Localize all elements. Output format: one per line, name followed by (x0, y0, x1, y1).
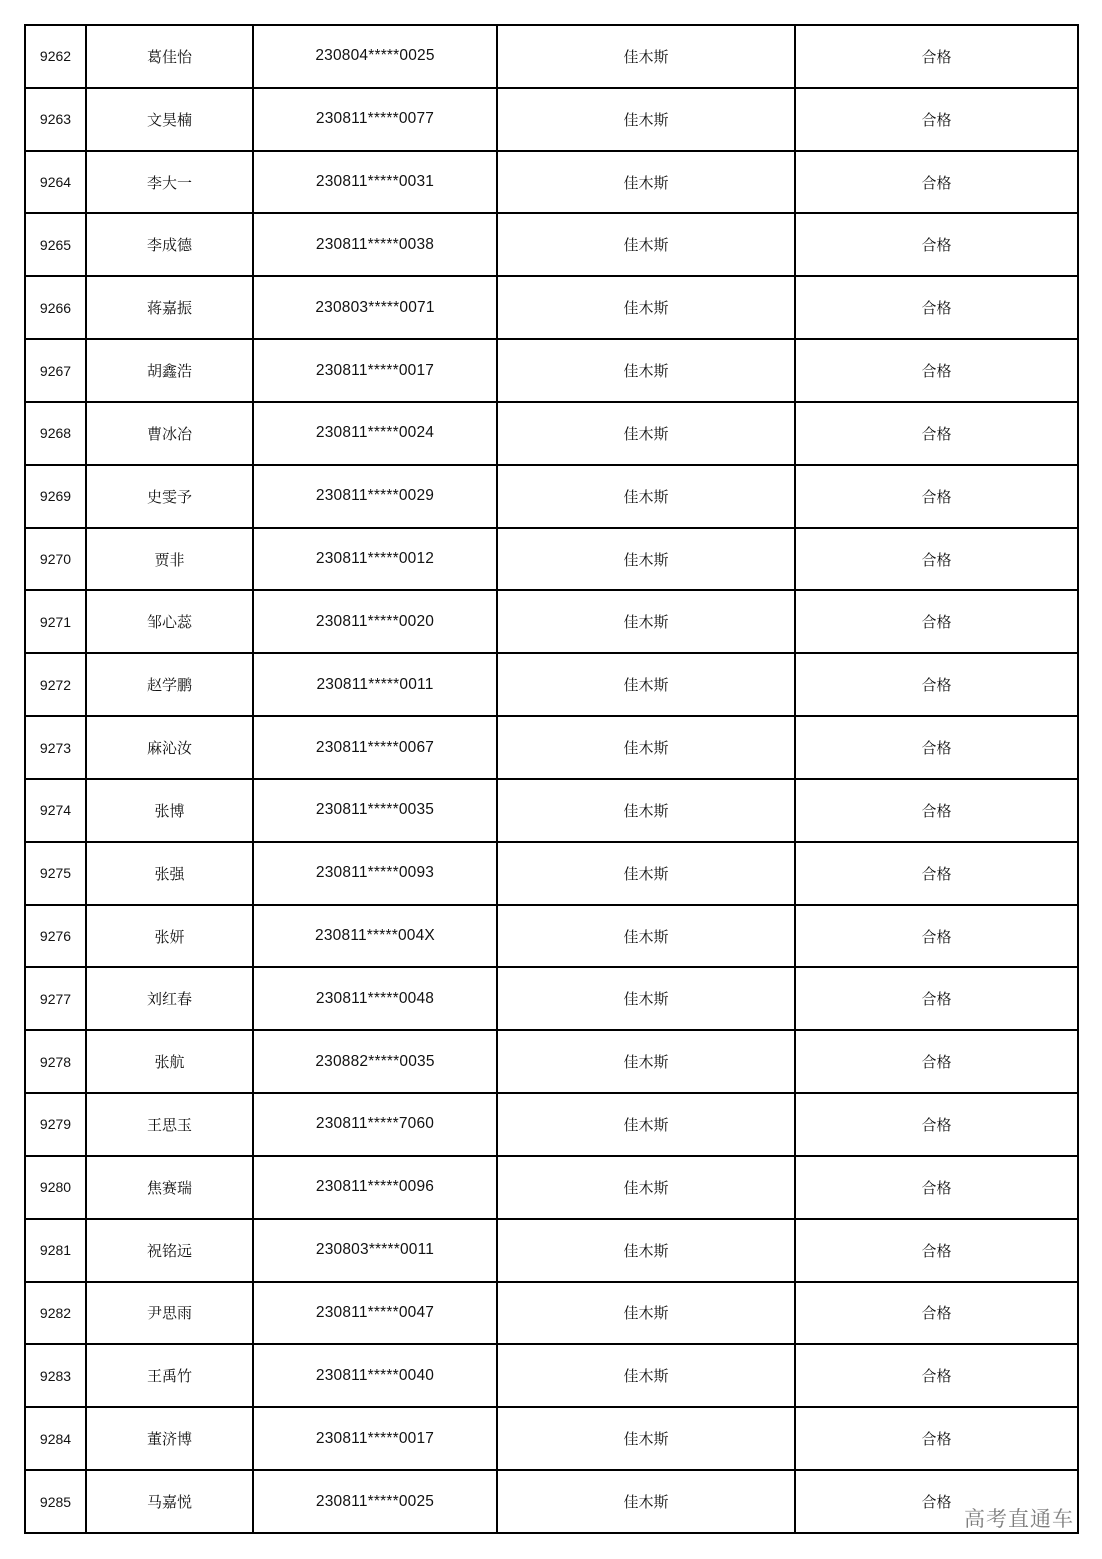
region-cell: 佳木斯 (497, 1344, 795, 1407)
region-cell: 佳木斯 (497, 653, 795, 716)
row-number-cell: 9283 (25, 1344, 86, 1407)
id-number-cell: 230811*****004X (253, 905, 497, 968)
id-number-cell: 230804*****0025 (253, 25, 497, 88)
id-number-cell: 230811*****0011 (253, 653, 497, 716)
region-cell: 佳木斯 (497, 402, 795, 465)
table-row (25, 905, 1078, 968)
id-number-cell: 230811*****0017 (253, 339, 497, 402)
region-cell: 佳木斯 (497, 213, 795, 276)
id-number-cell: 230811*****0029 (253, 465, 497, 528)
result-cell: 合格 (795, 1030, 1078, 1093)
id-number-cell: 230811*****0017 (253, 1407, 497, 1470)
candidate-name-cell: 李大一 (86, 151, 253, 214)
table-row (25, 1470, 1078, 1533)
candidate-name-cell: 葛佳怡 (86, 25, 253, 88)
id-number-cell: 230811*****0096 (253, 1156, 497, 1219)
table-row (25, 25, 1078, 88)
table-row (25, 465, 1078, 528)
row-number-cell: 9275 (25, 842, 86, 905)
table-row (25, 213, 1078, 276)
table-row (25, 590, 1078, 653)
result-cell: 合格 (795, 465, 1078, 528)
result-cell: 合格 (795, 905, 1078, 968)
candidate-name-cell: 李成德 (86, 213, 253, 276)
candidate-name-cell: 张航 (86, 1030, 253, 1093)
result-cell: 合格 (795, 590, 1078, 653)
candidate-name-cell: 王思玉 (86, 1093, 253, 1156)
candidate-name-cell: 贾非 (86, 528, 253, 591)
id-number-cell: 230811*****0031 (253, 151, 497, 214)
candidate-name-cell: 张博 (86, 779, 253, 842)
region-cell: 佳木斯 (497, 1470, 795, 1533)
region-cell: 佳木斯 (497, 528, 795, 591)
row-number-cell: 9268 (25, 402, 86, 465)
id-number-cell: 230811*****0024 (253, 402, 497, 465)
table-row (25, 1407, 1078, 1470)
id-number-cell: 230882*****0035 (253, 1030, 497, 1093)
results-table-body (25, 25, 1078, 1533)
row-number-cell: 9265 (25, 213, 86, 276)
row-number-cell: 9267 (25, 339, 86, 402)
result-cell: 合格 (795, 1156, 1078, 1219)
region-cell: 佳木斯 (497, 779, 795, 842)
id-number-cell: 230811*****0047 (253, 1282, 497, 1345)
row-number-cell: 9276 (25, 905, 86, 968)
row-number-cell: 9277 (25, 967, 86, 1030)
id-number-cell: 230811*****0067 (253, 716, 497, 779)
watermark-text: 高考直通车 (964, 1507, 1074, 1531)
candidate-name-cell: 赵学鹏 (86, 653, 253, 716)
table-row (25, 842, 1078, 905)
region-cell: 佳木斯 (497, 151, 795, 214)
id-number-cell: 230811*****0077 (253, 88, 497, 151)
row-number-cell: 9278 (25, 1030, 86, 1093)
table-row (25, 339, 1078, 402)
region-cell: 佳木斯 (497, 1407, 795, 1470)
row-number-cell: 9280 (25, 1156, 86, 1219)
row-number-cell: 9270 (25, 528, 86, 591)
row-number-cell: 9264 (25, 151, 86, 214)
candidate-name-cell: 董济博 (86, 1407, 253, 1470)
result-cell: 合格 (795, 402, 1078, 465)
table-row (25, 779, 1078, 842)
id-number-cell: 230811*****0040 (253, 1344, 497, 1407)
region-cell: 佳木斯 (497, 1030, 795, 1093)
result-cell: 合格 (795, 967, 1078, 1030)
candidate-name-cell: 曹冰冶 (86, 402, 253, 465)
candidate-name-cell: 胡鑫浩 (86, 339, 253, 402)
id-number-cell: 230811*****0048 (253, 967, 497, 1030)
table-row (25, 276, 1078, 339)
region-cell: 佳木斯 (497, 339, 795, 402)
row-number-cell: 9282 (25, 1282, 86, 1345)
table-row (25, 716, 1078, 779)
id-number-cell: 230811*****0020 (253, 590, 497, 653)
result-cell: 合格 (795, 1407, 1078, 1470)
id-number-cell: 230811*****0093 (253, 842, 497, 905)
table-row (25, 402, 1078, 465)
row-number-cell: 9269 (25, 465, 86, 528)
id-number-cell: 230811*****0038 (253, 213, 497, 276)
region-cell: 佳木斯 (497, 1219, 795, 1282)
table-row (25, 1156, 1078, 1219)
results-table (24, 24, 1079, 1534)
candidate-name-cell: 王禹竹 (86, 1344, 253, 1407)
result-cell: 合格 (795, 25, 1078, 88)
result-cell: 合格 (795, 1219, 1078, 1282)
table-row (25, 653, 1078, 716)
region-cell: 佳木斯 (497, 88, 795, 151)
candidate-name-cell: 蒋嘉振 (86, 276, 253, 339)
region-cell: 佳木斯 (497, 967, 795, 1030)
result-cell: 合格 (795, 1470, 1078, 1533)
table-row (25, 967, 1078, 1030)
result-cell: 合格 (795, 88, 1078, 151)
region-cell: 佳木斯 (497, 276, 795, 339)
row-number-cell: 9263 (25, 88, 86, 151)
table-row (25, 88, 1078, 151)
candidate-name-cell: 邹心蕊 (86, 590, 253, 653)
row-number-cell: 9272 (25, 653, 86, 716)
id-number-cell: 230803*****0071 (253, 276, 497, 339)
table-row (25, 1093, 1078, 1156)
row-number-cell: 9281 (25, 1219, 86, 1282)
candidate-name-cell: 焦赛瑞 (86, 1156, 253, 1219)
region-cell: 佳木斯 (497, 716, 795, 779)
row-number-cell: 9285 (25, 1470, 86, 1533)
result-cell: 合格 (795, 151, 1078, 214)
region-cell: 佳木斯 (497, 465, 795, 528)
candidate-name-cell: 尹思雨 (86, 1282, 253, 1345)
candidate-name-cell: 祝铭远 (86, 1219, 253, 1282)
candidate-name-cell: 麻沁汝 (86, 716, 253, 779)
row-number-cell: 9279 (25, 1093, 86, 1156)
candidate-name-cell: 文昊楠 (86, 88, 253, 151)
table-row (25, 1282, 1078, 1345)
table-row (25, 528, 1078, 591)
result-cell: 合格 (795, 1282, 1078, 1345)
candidate-name-cell: 马嘉悦 (86, 1470, 253, 1533)
region-cell: 佳木斯 (497, 1156, 795, 1219)
candidate-name-cell: 刘红春 (86, 967, 253, 1030)
id-number-cell: 230811*****0035 (253, 779, 497, 842)
result-cell: 合格 (795, 1344, 1078, 1407)
result-cell: 合格 (795, 842, 1078, 905)
result-cell: 合格 (795, 276, 1078, 339)
result-cell: 合格 (795, 716, 1078, 779)
result-cell: 合格 (795, 1093, 1078, 1156)
result-cell: 合格 (795, 528, 1078, 591)
row-number-cell: 9271 (25, 590, 86, 653)
candidate-name-cell: 张强 (86, 842, 253, 905)
result-cell: 合格 (795, 339, 1078, 402)
id-number-cell: 230811*****0012 (253, 528, 497, 591)
result-cell: 合格 (795, 653, 1078, 716)
row-number-cell: 9273 (25, 716, 86, 779)
row-number-cell: 9262 (25, 25, 86, 88)
region-cell: 佳木斯 (497, 842, 795, 905)
table-row (25, 1344, 1078, 1407)
region-cell: 佳木斯 (497, 590, 795, 653)
candidate-name-cell: 张妍 (86, 905, 253, 968)
table-row (25, 151, 1078, 214)
row-number-cell: 9284 (25, 1407, 86, 1470)
region-cell: 佳木斯 (497, 905, 795, 968)
region-cell: 佳木斯 (497, 25, 795, 88)
row-number-cell: 9274 (25, 779, 86, 842)
id-number-cell: 230811*****0025 (253, 1470, 497, 1533)
id-number-cell: 230811*****7060 (253, 1093, 497, 1156)
result-cell: 合格 (795, 213, 1078, 276)
region-cell: 佳木斯 (497, 1093, 795, 1156)
id-number-cell: 230803*****0011 (253, 1219, 497, 1282)
table-row (25, 1030, 1078, 1093)
result-cell: 合格 (795, 779, 1078, 842)
region-cell: 佳木斯 (497, 1282, 795, 1345)
table-row (25, 1219, 1078, 1282)
row-number-cell: 9266 (25, 276, 86, 339)
candidate-name-cell: 史雯予 (86, 465, 253, 528)
